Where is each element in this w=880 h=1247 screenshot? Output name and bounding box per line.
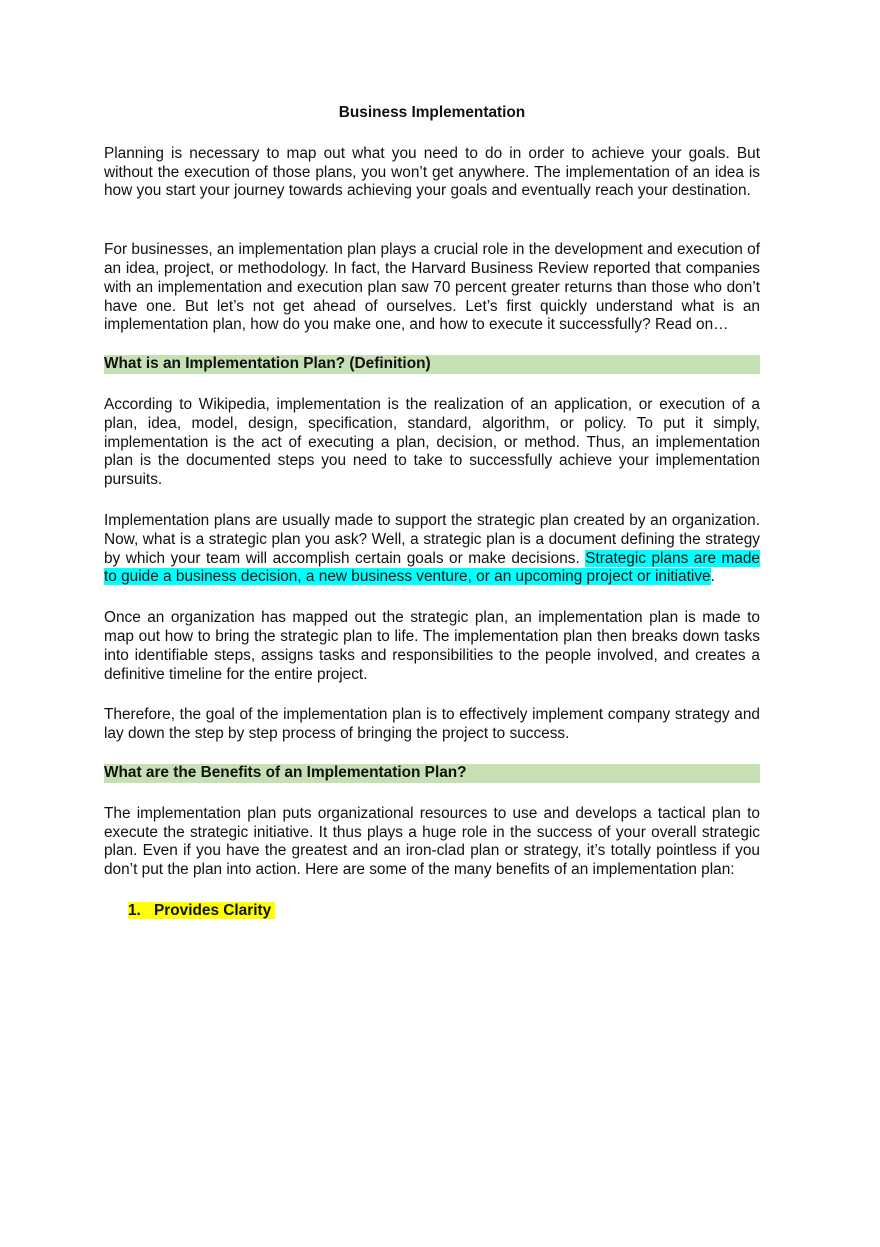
- spacer: [104, 587, 760, 609]
- spacer: [104, 201, 760, 241]
- intro-paragraph-2: For businesses, an implementation plan plays a crucial role in the development and execution of an idea, project, or methodology. In fact, the Harvard Business Review reported that companies with an implementation and execution plan saw 70 percent greater returns than those who don’t have one. But let’s not get ahead of ourselves. Let’s first quickly understand what is an implementation plan, how do you make one, and how to execute it successfully? Read on…: [104, 241, 760, 334]
- spacer: [104, 335, 760, 355]
- benefits-paragraph-1: The implementation plan puts organizational resources to use and develops a tactical plan to execute the strategic initiative. It thus plays a huge role in the success of your overall strategic plan. Even if you have the greatest and an iron-clad plan or strategy, it’s totally pointless if you don’t put the plan into action. Here are some of the many benefits of an implementation plan:: [104, 804, 760, 879]
- spacer: [104, 744, 760, 764]
- document-title: Business Implementation: [338, 104, 526, 121]
- benefits-list: [104, 902, 760, 921]
- section-heading-benefits: What are the Benefits of an Implementation Plan?: [104, 764, 760, 783]
- highlighted-text: Strategic plans are made to guide a business decision, a new business venture, or an upcoming project or initiative: [104, 549, 760, 586]
- section-heading-definition: What is an Implementation Plan? (Definition): [104, 355, 760, 374]
- paragraph-text: Implementation plans are usually made to support the strategic plan created by an organization. Now, what is a strategic plan you ask? Well, a strategic plan is a document defining the strategy by which your team will accomplish certain goals or make decisions.: [104, 511, 760, 567]
- list-item-number: 1.: [128, 901, 141, 919]
- spacer: [104, 684, 760, 706]
- intro-paragraph-1: Planning is necessary to map out what you need to do in order to achieve your goals. But without the execution of those plans, you won’t get anywhere. The implementation of an idea is how you start your journey towards achieving your goals and eventually reach your destination.: [104, 144, 760, 200]
- list-item-highlight: [128, 902, 275, 919]
- spacer: [104, 880, 760, 902]
- spacer: [104, 374, 760, 396]
- spacer: [104, 490, 760, 512]
- document-page: [104, 104, 760, 921]
- definition-paragraph-1: According to Wikipedia, implementation is the realization of an application, or execution of a plan, idea, model, design, specification, standard, algorithm, or policy. To put it simply, implementation is the act of executing a plan, decision, or method. Thus, an implementation plan is the documented steps you need to take to successfully achieve your implementation pursuits.: [104, 395, 760, 489]
- definition-paragraph-2: [104, 512, 760, 587]
- definition-paragraph-4: Therefore, the goal of the implementation plan is to effectively implement company strategy and lay down the step by step process of bringing the project to success.: [104, 706, 760, 743]
- paragraph-text-end: .: [710, 568, 715, 586]
- spacer: [104, 783, 760, 805]
- definition-paragraph-3: Once an organization has mapped out the strategic plan, an implementation plan is made to map out how to bring the strategic plan to life. The implementation plan then breaks down tasks into identifiable steps, assigns tasks and responsibilities to the people involved, and creates a definitive timeline for the entire project.: [104, 609, 760, 683]
- list-item: [128, 902, 760, 921]
- list-item-label: Provides Clarity: [154, 901, 272, 919]
